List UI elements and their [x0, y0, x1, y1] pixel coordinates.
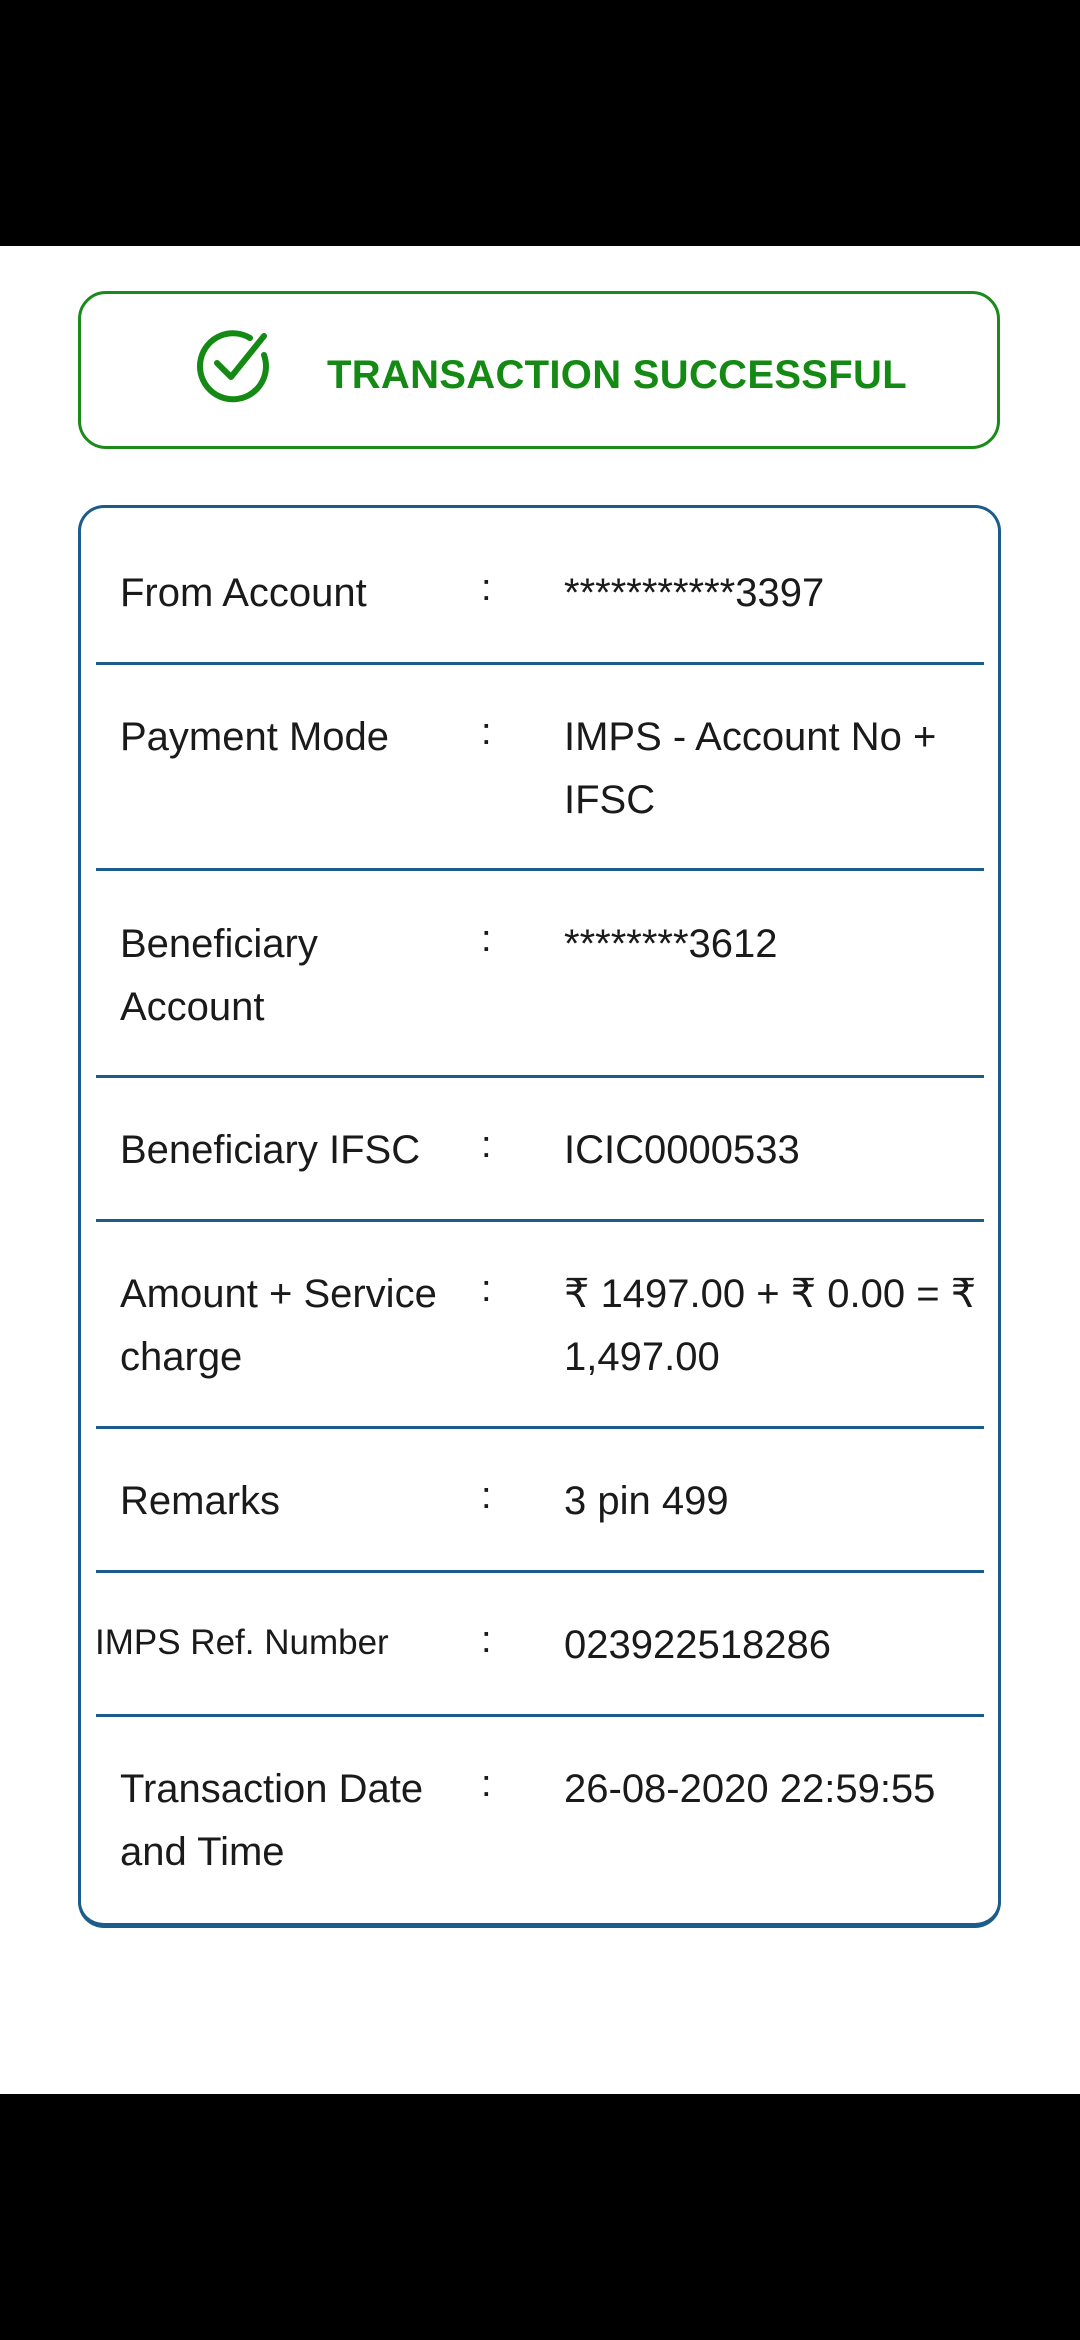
beneficiary-ifsc-colon: :: [481, 1124, 492, 1166]
from-account-value: ***********3397: [564, 571, 825, 615]
remarks-value: 3 pin 499: [564, 1479, 729, 1523]
imps-ref-value: 023922518286: [564, 1623, 831, 1667]
divider: [96, 1714, 984, 1717]
divider: [96, 662, 984, 665]
from-account-label: From Account: [120, 571, 367, 615]
navigation-bar-area: [0, 2094, 1080, 2340]
divider: [96, 1426, 984, 1429]
divider: [96, 1075, 984, 1078]
amount-colon: :: [481, 1268, 492, 1310]
payment-mode-value: IMPS - Account No + IFSC: [564, 715, 937, 822]
transaction-date-value: 26-08-2020 22:59:55: [564, 1767, 936, 1811]
amount-label: Amount + Service charge: [120, 1272, 437, 1379]
transaction-date-label: Transaction Date and Time: [120, 1767, 424, 1874]
remarks-label: Remarks: [120, 1479, 281, 1523]
beneficiary-account-label: Beneficiary Account: [120, 922, 318, 1029]
amount-value: ₹ 1497.00 + ₹ 0.00 = ₹ 1,497.00: [564, 1272, 977, 1379]
success-title: TRANSACTION SUCCESSFUL: [327, 353, 907, 397]
payment-mode-label: Payment Mode: [120, 715, 390, 759]
beneficiary-ifsc-label: Beneficiary IFSC: [120, 1128, 421, 1172]
from-account-colon: :: [481, 567, 492, 609]
payment-mode-colon: :: [481, 711, 492, 753]
imps-ref-label: IMPS Ref. Number: [95, 1623, 389, 1662]
status-bar-area: [0, 0, 1080, 246]
divider: [96, 1219, 984, 1222]
imps-ref-colon: :: [481, 1619, 492, 1661]
beneficiary-ifsc-value: ICIC0000533: [564, 1128, 800, 1172]
divider: [96, 1570, 984, 1573]
check-circle-icon: [194, 324, 274, 404]
transaction-date-colon: :: [481, 1763, 492, 1805]
remarks-colon: :: [481, 1475, 492, 1517]
divider: [96, 868, 984, 871]
beneficiary-account-colon: :: [481, 918, 492, 960]
beneficiary-account-value: ********3612: [564, 922, 778, 966]
